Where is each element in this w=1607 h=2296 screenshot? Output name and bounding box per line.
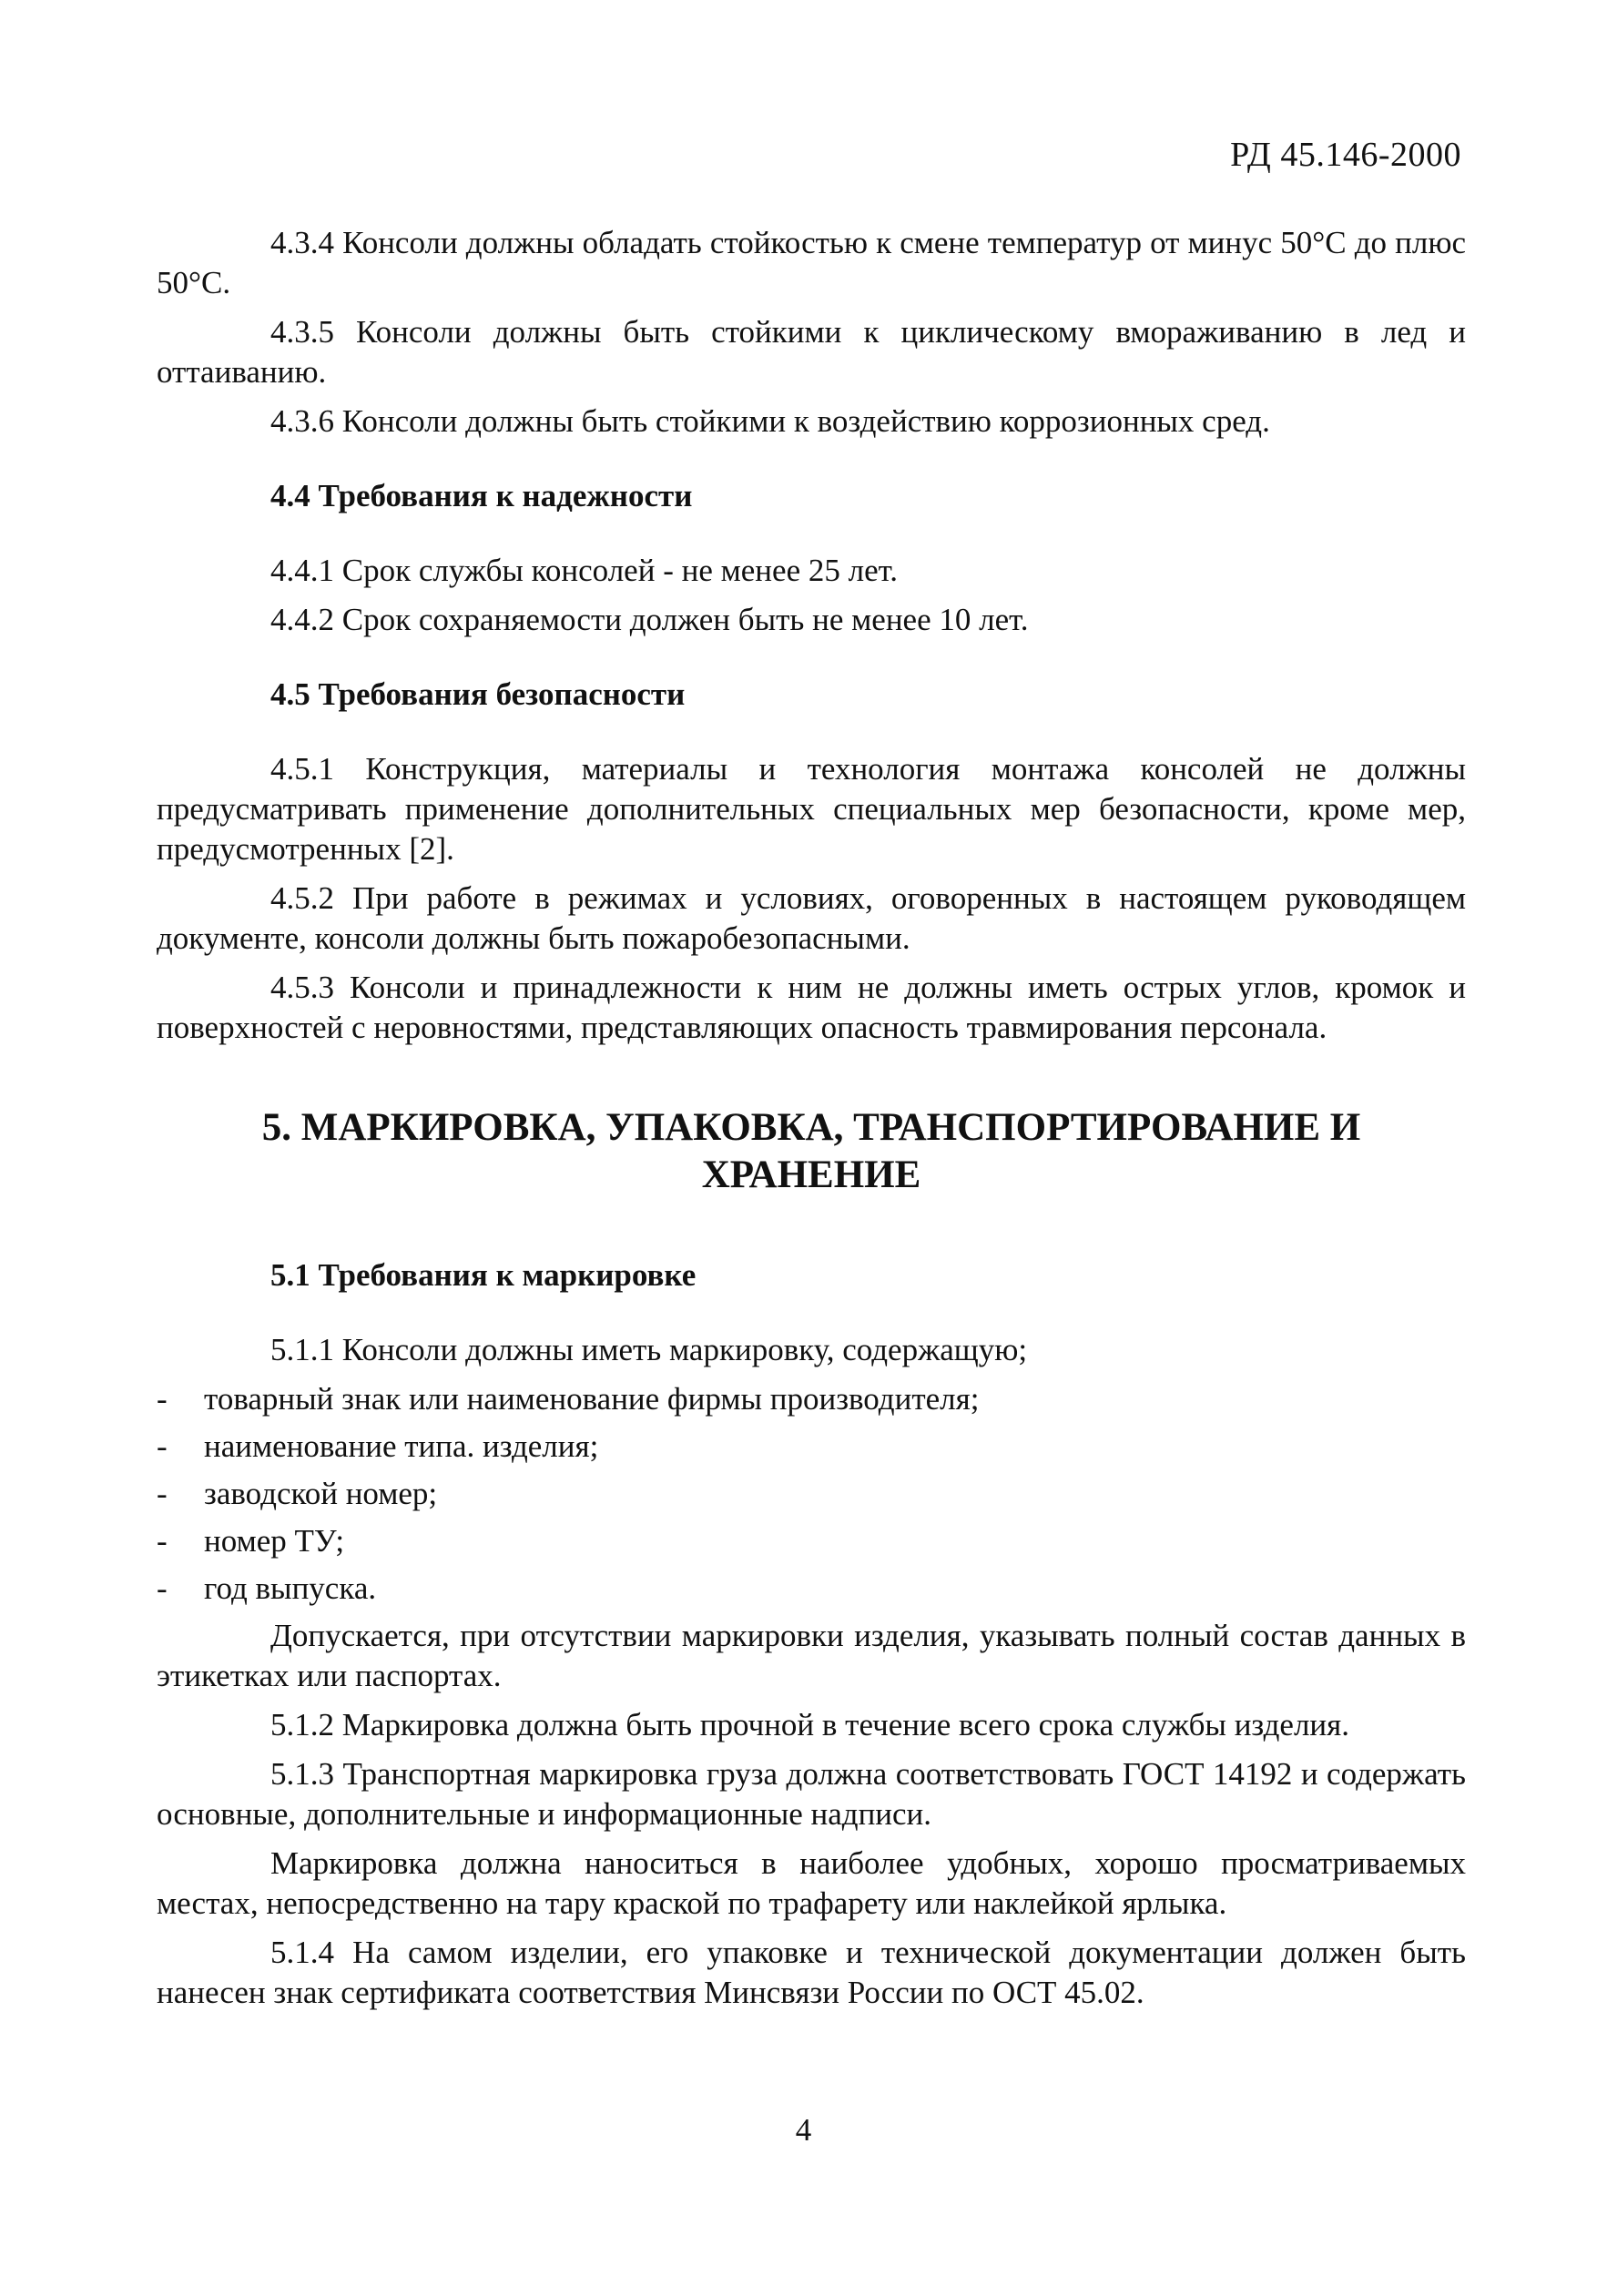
list-dash: -: [157, 1570, 168, 1606]
list-dash: -: [157, 1428, 168, 1464]
paragraph-4-5-2: 4.5.2 При работе в режимах и условиях, оговоренных в настоящем руководящем документе, консоли должны быть пожаробезопасными.: [157, 880, 1466, 956]
list-item: [157, 1379, 1466, 1419]
paragraph-4-5-1: 4.5.1 Конструкция, материалы и технология монтажа консолей не должны предусматривать применение дополнительных специальных мер безопасности, кроме мер, предусмотренных [2].: [157, 751, 1466, 867]
paragraph-5-1-2: 5.1.2 Маркировка должна быть прочной в течение всего срока службы изделия.: [270, 1707, 1350, 1742]
list-item-text: наименование типа. изделия;: [204, 1428, 599, 1464]
heading-4-4: 4.4 Требования к надежности: [270, 478, 693, 513]
list-item: [157, 1427, 1466, 1467]
paragraph-4-4-1: 4.4.1 Срок службы консолей - не менее 25 лет.: [270, 553, 899, 588]
section-5-title: 5. МАРКИРОВКА, УПАКОВКА, ТРАНСПОРТИРОВАНИЕ И ХРАНЕНИЕ: [261, 1106, 1361, 1196]
list-item: [157, 1521, 1466, 1561]
document-code: РД 45.146-2000: [1230, 136, 1461, 174]
paragraph-5-1-1: 5.1.1 Консоли должны иметь маркировку, содержащую;: [270, 1332, 1028, 1367]
heading-4-5: 4.5 Требования безопасности: [270, 676, 686, 712]
paragraph-marking-placement: Маркировка должна наноситься в наиболее удобных, хорошо просматриваемых местах, непосредственно на тару краской по трафарету или наклейкой ярлыка.: [157, 1845, 1466, 1921]
list-item-text: номер ТУ;: [204, 1523, 345, 1559]
paragraph-4-3-6: 4.3.6 Консоли должны быть стойкими к воздействию коррозионных сред.: [270, 403, 1270, 439]
marking-list: [157, 1379, 1466, 1609]
list-item-text: заводской номер;: [204, 1476, 438, 1511]
paragraph-5-1-4: 5.1.4 На самом изделии, его упаковке и технической документации должен быть нанесен знак сертификата соответствия Минсвязи России по ОСТ 45.02.: [157, 1935, 1466, 2010]
list-dash: -: [157, 1381, 168, 1417]
list-item: [157, 1474, 1466, 1514]
page-content: [157, 223, 1466, 2022]
list-dash: -: [157, 1476, 168, 1511]
paragraph-4-3-4: 4.3.4 Консоли должны обладать стойкостью к смене температур от минус 50°С до плюс 50°С.: [157, 225, 1466, 300]
page-number: 4: [795, 2112, 812, 2148]
list-item-text: год выпуска.: [204, 1570, 377, 1606]
paragraph-4-4-2: 4.4.2 Срок сохраняемости должен быть не менее 10 лет.: [270, 602, 1029, 637]
paragraph-5-1-3: 5.1.3 Транспортная маркировка груза должна соответствовать ГОСТ 14192 и содержать основные, дополнительные и информационные надписи.: [157, 1756, 1466, 1832]
paragraph-4-3-5: 4.3.5 Консоли должны быть стойкими к циклическому вмораживанию в лед и оттаиванию.: [157, 314, 1466, 390]
list-item: [157, 1569, 1466, 1609]
paragraph-allowance: Допускается, при отсутствии маркировки изделия, указывать полный состав данных в этикетках или паспортах.: [157, 1618, 1466, 1693]
list-dash: -: [157, 1523, 168, 1559]
paragraph-4-5-3: 4.5.3 Консоли и принадлежности к ним не должны иметь острых углов, кромок и поверхностей с неровностями, представляющих опасность травмирования персонала.: [157, 970, 1466, 1045]
heading-5-1: 5.1 Требования к маркировке: [270, 1257, 697, 1293]
list-item-text: товарный знак или наименование фирмы производителя;: [204, 1381, 980, 1417]
